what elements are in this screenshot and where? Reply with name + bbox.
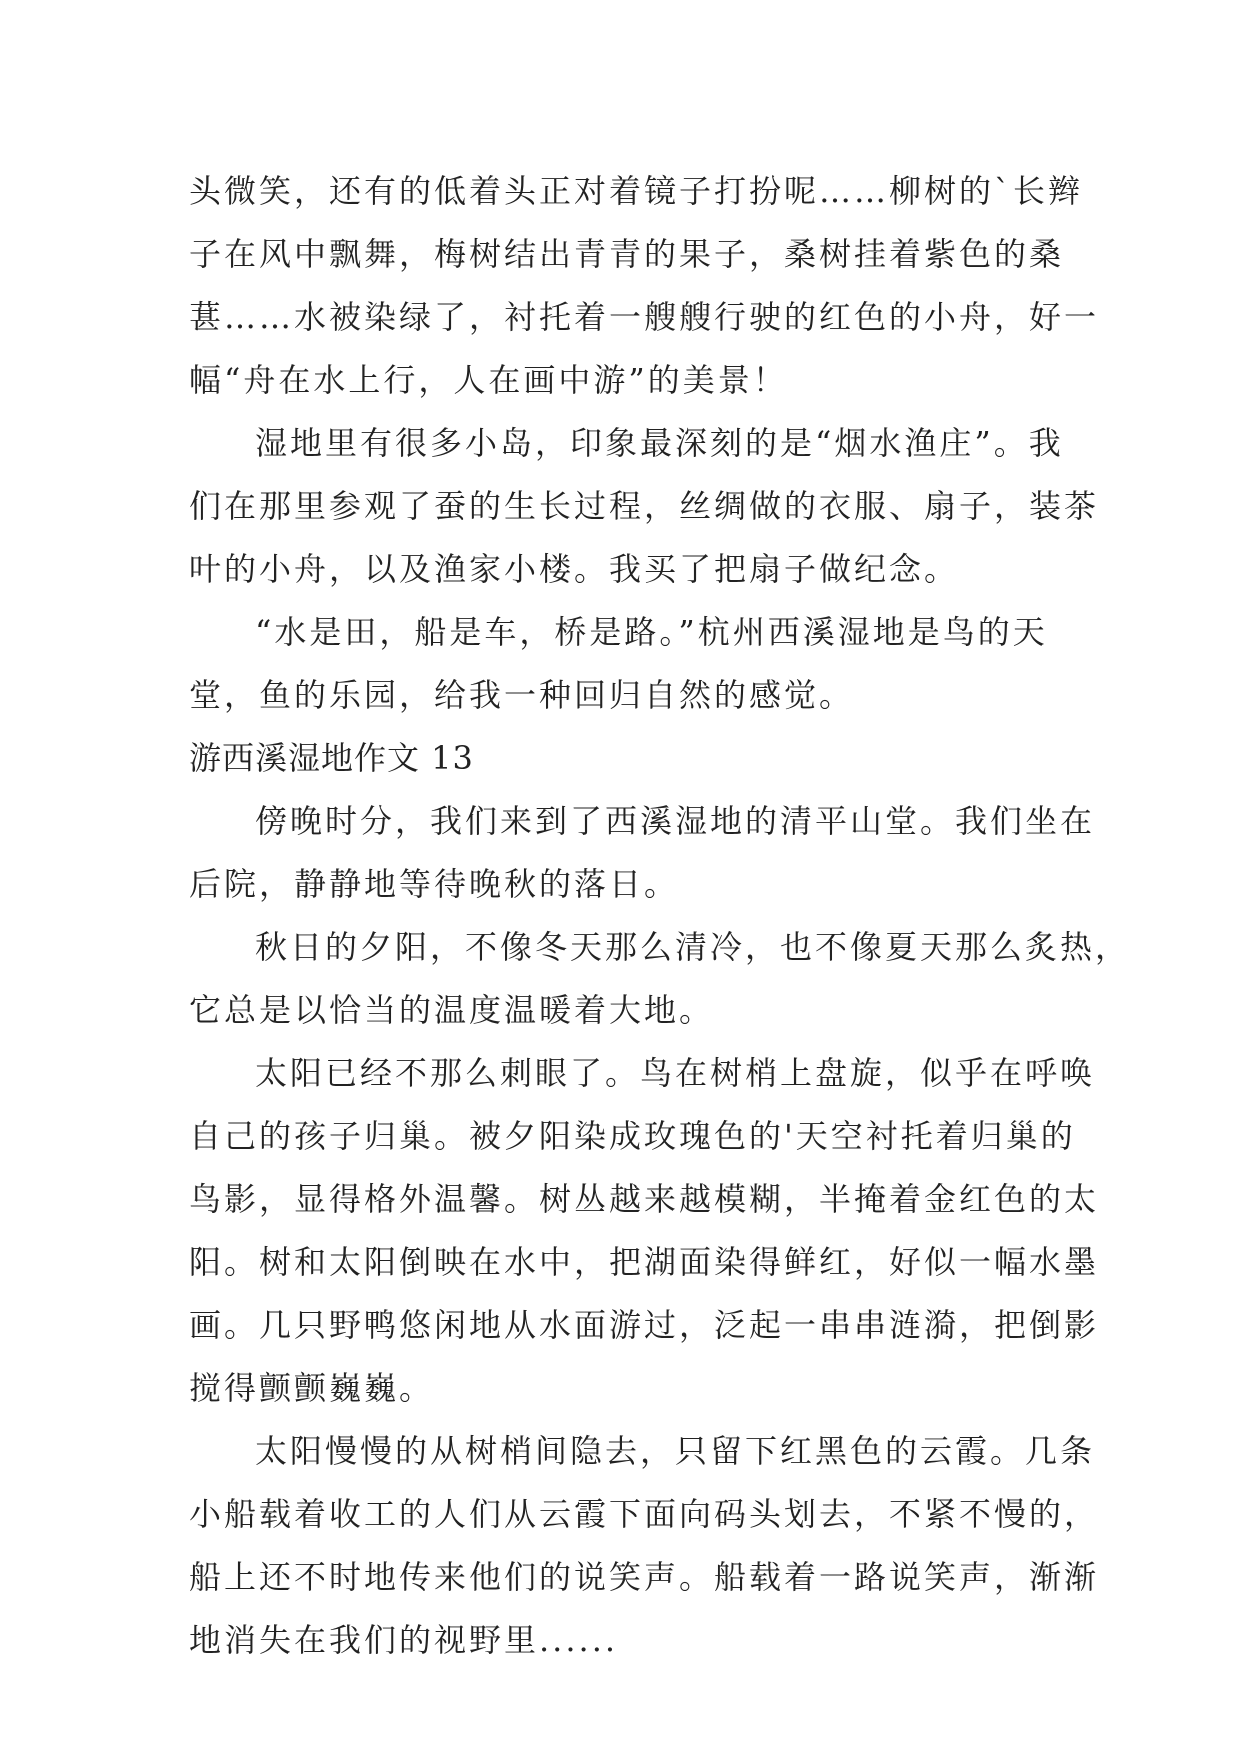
text-line: 葚……水被染绿了，衬托着一艘艘行驶的红色的小舟，好一: [189, 298, 1100, 336]
text-line: 地消失在我们的视野里......: [189, 1621, 619, 1659]
paragraph-first-line: 太阳慢慢的从树梢间隐去，只留下红黑色的云霞。几条: [255, 1432, 1096, 1470]
essay-heading: 游西溪湿地作文 13: [189, 739, 474, 777]
text-line: 船上还不时地传来他们的说笑声。船载着一路说笑声，渐渐: [189, 1558, 1100, 1596]
text-line: 堂，鱼的乐园，给我一种回归自然的感觉。: [189, 676, 855, 714]
paragraph-first-line: 太阳已经不那么刺眼了。鸟在树梢上盘旋，似乎在呼唤: [255, 1054, 1096, 1092]
paragraph-first-line: 傍晚时分，我们来到了西溪湿地的清平山堂。我们坐在: [255, 802, 1096, 840]
text-line: 叶的小舟，以及渔家小楼。我买了把扇子做纪念。: [189, 550, 960, 588]
text-line: 画。几只野鸭悠闲地从水面游过，泛起一串串涟漪，把倒影: [189, 1306, 1100, 1344]
text-line: 搅得颤颤巍巍。: [189, 1369, 435, 1407]
text-line: 鸟影，显得格外温馨。树丛越来越模糊，半掩着金红色的太: [189, 1180, 1100, 1218]
paragraph-first-line: 湿地里有很多小岛，印象最深刻的是“烟水渔庄”。我: [255, 424, 1064, 462]
essay-body: [189, 160, 1131, 1672]
paragraph-first-line: “水是田，船是车，桥是路。”杭州西溪湿地是鸟的天: [255, 613, 1048, 651]
text-line: 它总是以恰当的温度温暖着大地。: [189, 991, 715, 1029]
text-line: 头微笑，还有的低着头正对着镜子打扮呢……柳树的`长辫: [189, 172, 1084, 210]
text-line: 幅“舟在水上行，人在画中游”的美景！: [189, 361, 788, 399]
text-line: 们在那里参观了蚕的生长过程，丝绸做的衣服、扇子，装茶: [189, 487, 1100, 525]
text-line: 后院，静静地等待晚秋的落日。: [189, 865, 680, 903]
text-line: 自己的孩子归巢。被夕阳染成玫瑰色的'天空衬托着归巢的: [189, 1117, 1076, 1155]
text-line: 小船载着收工的人们从云霞下面向码头划去，不紧不慢的，: [189, 1495, 1100, 1533]
text-line: 阳。树和太阳倒映在水中，把湖面染得鲜红，好似一幅水墨: [189, 1243, 1100, 1281]
paragraph-first-line: 秋日的夕阳，不像冬天那么清冷，也不像夏天那么炙热，: [255, 928, 1131, 966]
text-line: 子在风中飘舞，梅树结出青青的果子，桑树挂着紫色的桑: [189, 235, 1065, 273]
